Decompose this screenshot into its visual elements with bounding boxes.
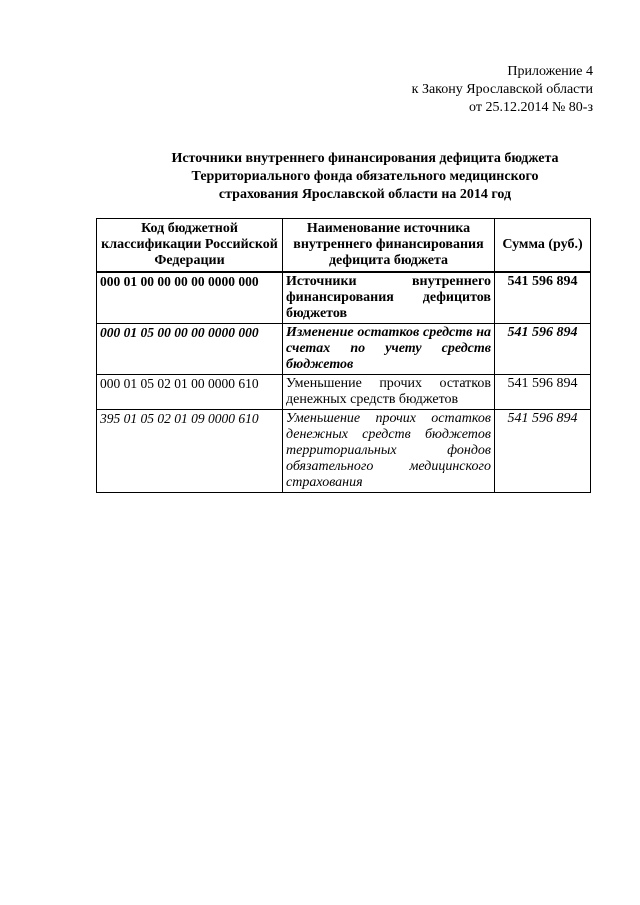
header-code: Код бюджетной классификации Российской Федерации	[97, 219, 283, 273]
table-row	[97, 272, 591, 324]
row-sum: 541 596 894	[495, 410, 591, 493]
appendix-number: Приложение 4	[507, 64, 593, 79]
row-sum: 541 596 894	[495, 272, 591, 324]
row-name: Источники внутреннего финансирования дефицитов бюджетов	[283, 272, 495, 324]
row-sum: 541 596 894	[495, 375, 591, 410]
row-code: 000 01 05 02 01 00 0000 610	[97, 375, 283, 410]
title-line-3: страхования Ярославской области на 2014 год	[218, 187, 512, 202]
row-name: Уменьшение прочих остатков денежных средств бюджетов территориальных фондов обязательного медицинского страхования	[283, 410, 495, 493]
row-code: 395 01 05 02 01 09 0000 610	[97, 410, 283, 493]
document-title	[130, 150, 600, 204]
appendix-date: от 25.12.2014 № 80-з	[469, 100, 593, 115]
header-name: Наименование источника внутреннего финансирования дефицита бюджета	[283, 219, 495, 273]
title-line-1: Источники внутреннего финансирования дефицита бюджета	[171, 151, 559, 166]
row-code: 000 01 05 00 00 00 0000 000	[97, 324, 283, 375]
row-code: 000 01 00 00 00 00 0000 000	[97, 272, 283, 324]
table-row	[97, 410, 591, 493]
row-name: Уменьшение прочих остатков денежных средств бюджетов	[283, 375, 495, 410]
table-header-row	[97, 219, 591, 273]
table-row	[97, 375, 591, 410]
header-sum: Сумма (руб.)	[495, 219, 591, 273]
title-line-2: Территориального фонда обязательного медицинского	[191, 169, 539, 184]
table-row	[97, 324, 591, 375]
budget-sources-table	[96, 218, 591, 493]
row-name: Изменение остатков средств на счетах по учету средств бюджетов	[283, 324, 495, 375]
appendix-law: к Закону Ярославской области	[411, 82, 593, 97]
row-sum: 541 596 894	[495, 324, 591, 375]
appendix-header	[412, 63, 593, 117]
